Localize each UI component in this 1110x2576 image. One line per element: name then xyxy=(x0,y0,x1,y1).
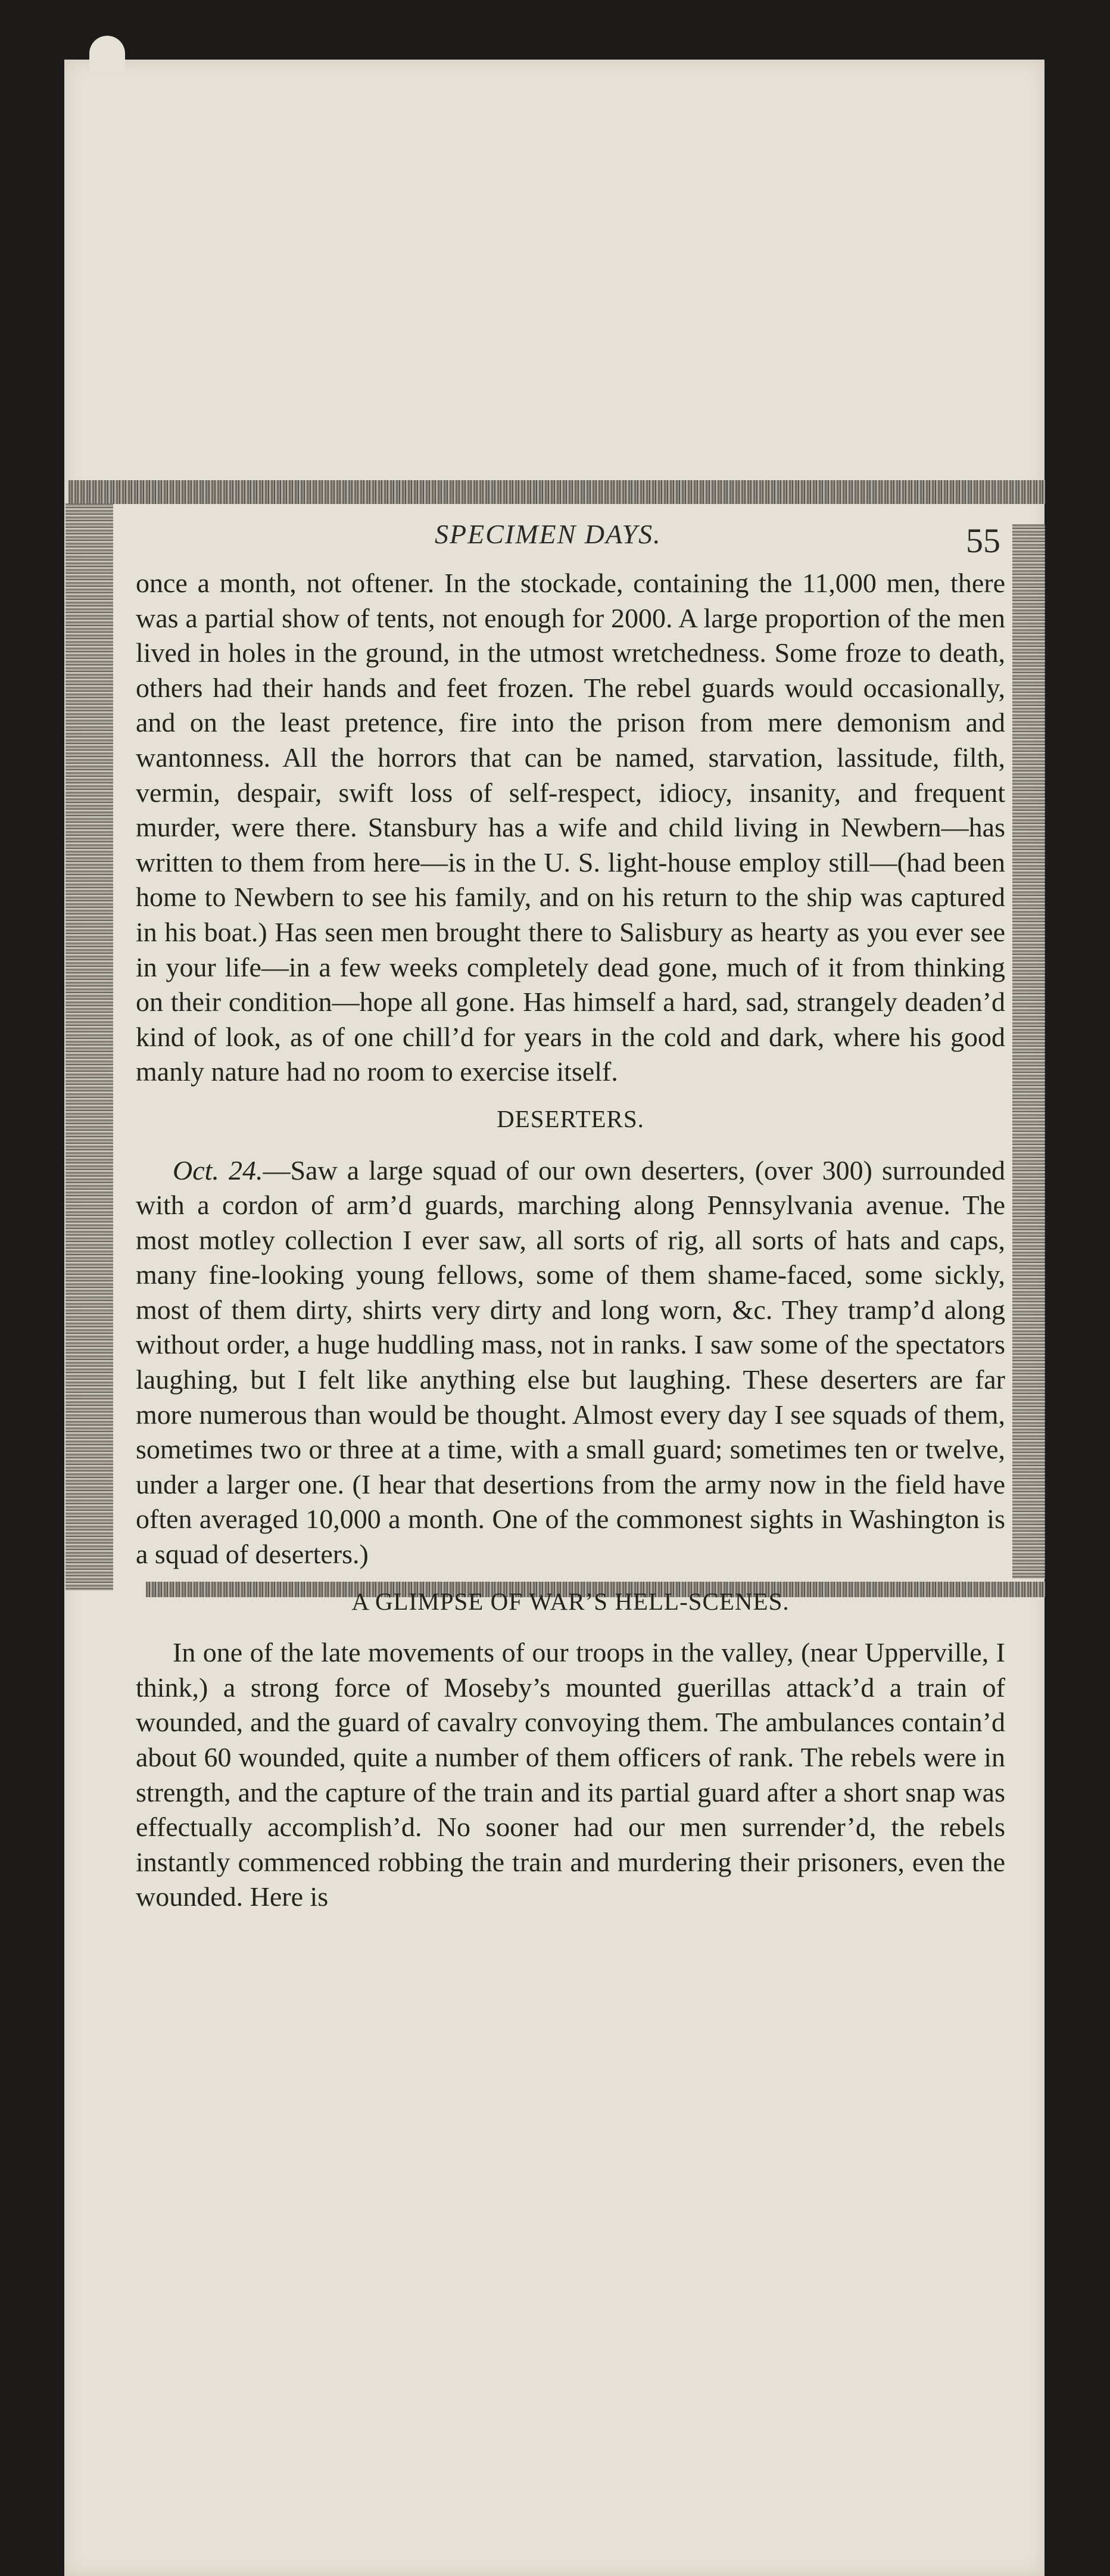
left-border-rule xyxy=(66,503,113,1591)
paragraph-deserters-body: —Saw a large squad of our own deserters, (over 300) surrounded with a cordon of arm’d guards, marching along Pennsylvania avenue. The most motley collection I ever saw, all sorts of rig, all sorts of hats and caps, many fine-looking young fellows, some of them shame-faced, some sickly, most of them dirty, shirts very dirty and long worn, &c. They tramp’d along without order, a huge huddling mass, not in ranks. I saw some of the spectators laughing, but I felt like anything else but laughing. These deserters are far more numerous than would be thought. Almost every day I see squads of them, sometimes two or three at a time, with a small guard; sometimes ten or twelve, under a larger one. (I hear that desertions from the army now in the field have often averaged 10,000 a month. One of the commonest sights in Washington is a squad of deserters.) xyxy=(136,1155,1005,1570)
paragraph-continuation: once a month, not oftener. In the stockade, containing the 11,000 men, there was a partial show of tents, not enough for 2000. A large proportion of the men lived in holes in the ground, in the utmost wretchedness. Some froze to death, others had their hands and feet frozen. The rebel guards would occasionally, and on the least pretence, fire into the prison from mere demonism and wantonness. All the horrors that can be named, starvation, lassitude, filth, vermin, despair, swift loss of self-respect, idiocy, insanity, and frequent murder, were there. Stansbury has a wife and child living in Newbern—has written to them from here—is in the U. S. light-house employ still—(had been home to Newbern to see his family, and on his return to the ship was captured in his boat.) Has seen men brought there to Salisbury as hearty as you ever see in your life—in a few weeks completely dead gone, much of it from thinking on their condition—hope all gone. Has himself a hard, sad, strangely deaden’d kind of look, as of one chill’d for years in the cold and dark, where his good manly nature had no room to exercise itself. xyxy=(136,568,1005,1087)
right-border-rule xyxy=(1012,524,1045,1579)
section-heading-hell-scenes: A GLIMPSE OF WAR’S HELL-SCENES. xyxy=(351,1587,790,1615)
top-border-rule xyxy=(68,480,1045,504)
paragraph-deserters xyxy=(136,1153,1005,1572)
section-heading-deserters: DESERTERS. xyxy=(497,1105,644,1133)
entry-date: Oct. 24. xyxy=(173,1155,263,1186)
paper-corner xyxy=(89,36,125,71)
running-head xyxy=(125,512,1012,560)
paragraph-hell-scenes: In one of the late movements of our troops in the valley, (near Upperville, I think,) a strong force of Moseby’s mounted guerillas attack’d a train of wounded, and the guard of cavalry convoying them. The ambulances contain’d about 60 wounded, quite a number of them officers of rank. The rebels were in strength, and the capture of the train and its partial guard after a short snap was effectually accomplish’d. No sooner had our men surrender’d, the rebels instantly commenced robbing the train and murdering their prisoners, even the wounded. Here is xyxy=(136,1637,1005,1912)
running-title: SPECIMEN DAYS. xyxy=(435,519,662,549)
page-number: 55 xyxy=(966,521,1000,560)
page-text xyxy=(136,566,1005,1915)
